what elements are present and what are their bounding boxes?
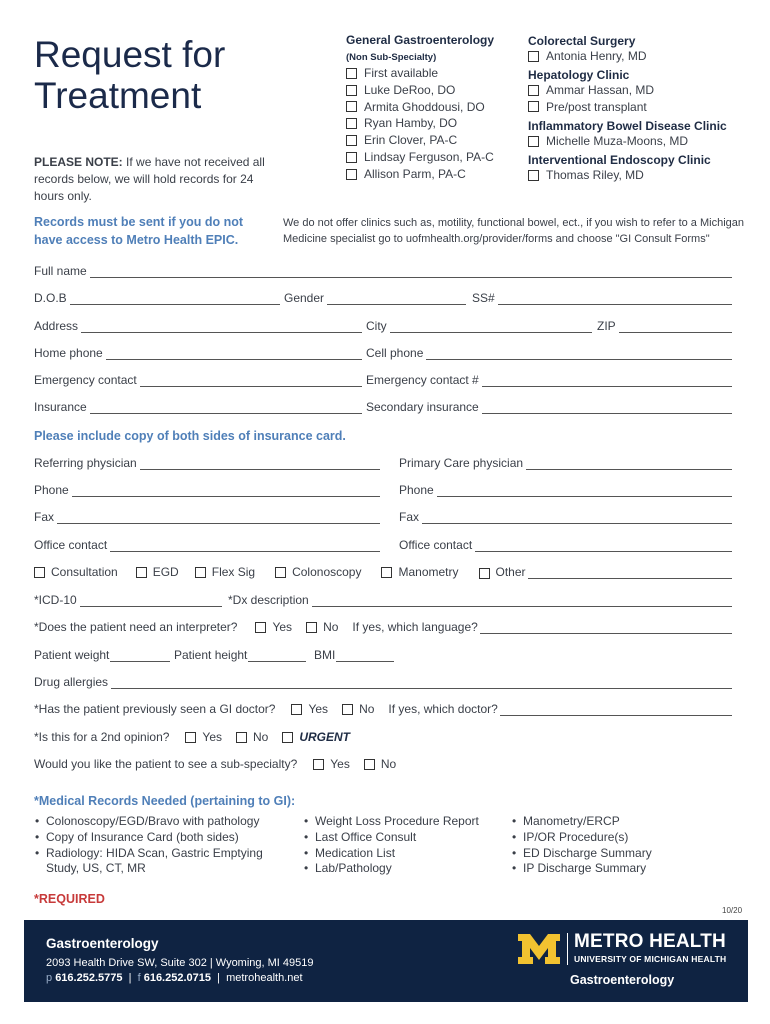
checkbox-thomas-riley[interactable]: Thomas Riley, MD <box>528 167 727 184</box>
dx-description-field[interactable]: *Dx description <box>228 593 732 607</box>
list-item: • IP Discharge Summary <box>511 861 731 877</box>
checkbox[interactable] <box>528 51 539 62</box>
list-item: • Last Office Consult <box>303 830 503 846</box>
general-gi-section <box>346 33 494 183</box>
checkbox-ryan-hamby[interactable]: Ryan Hamby, DO <box>346 115 494 132</box>
records-epic-line-1: Records must be sent if you do not <box>34 215 244 229</box>
medical-records-title: *Medical Records Needed (pertaining to GI): <box>34 794 296 808</box>
checkbox-luke-deroo[interactable]: Luke DeRoo, DO <box>346 82 494 99</box>
insurance-card-note: Please include copy of both sides of insurance card. <box>34 429 346 443</box>
patient-height-field[interactable]: Patient height <box>174 648 306 662</box>
previous-gi-doctor-field[interactable]: If yes, which doctor? <box>388 702 732 716</box>
checkbox[interactable] <box>346 85 357 96</box>
clinic-note-line-1: We do not offer clinics such as, motility, functional bowel, ect., if you wish to refer to a Michigan <box>283 217 744 229</box>
specialty-section <box>528 34 727 184</box>
icd10-field[interactable]: *ICD-10 <box>34 593 222 607</box>
urgent-checkbox[interactable]: URGENT <box>282 730 350 744</box>
list-item: • Lab/Pathology <box>303 861 503 877</box>
footer-address: 2093 Health Drive SW, Suite 302 | Wyoming, MI 49519 <box>46 957 314 969</box>
primary-care-office-contact-field[interactable]: Office contact <box>399 538 732 552</box>
list-item: • Manometry/ERCP <box>511 814 731 830</box>
footer-phone: 616.252.5775 <box>55 972 123 984</box>
checkbox-lindsay-ferguson[interactable]: Lindsay Ferguson, PA-C <box>346 149 494 166</box>
second-opinion-no[interactable]: No <box>236 730 268 744</box>
checkbox[interactable] <box>346 135 357 146</box>
checkbox[interactable] <box>528 136 539 147</box>
footer-department: Gastroenterology <box>46 936 159 951</box>
footer-fax: 616.252.0715 <box>143 972 211 984</box>
records-list-2 <box>303 814 503 877</box>
checkbox[interactable] <box>346 101 357 112</box>
cell-phone-field[interactable]: Cell phone <box>366 346 732 360</box>
sub-specialty-no[interactable]: No <box>364 757 396 771</box>
endoscopy-title: Interventional Endoscopy Clinic <box>528 153 711 168</box>
insurance-field[interactable]: Insurance <box>34 400 362 414</box>
list-item: • IP/OR Procedure(s) <box>511 830 731 846</box>
gender-field[interactable]: Gender <box>284 291 466 305</box>
previous-gi-no[interactable]: No <box>342 702 374 716</box>
title-line-2: Treatment <box>34 75 202 116</box>
primary-care-physician-field[interactable]: Primary Care physician <box>399 456 732 470</box>
full-name-field[interactable]: Full name <box>34 264 732 278</box>
footer <box>24 920 748 1002</box>
checkbox[interactable] <box>275 567 286 578</box>
ssn-field[interactable]: SS# <box>472 291 732 305</box>
interpreter-yes[interactable]: Yes <box>255 620 292 634</box>
general-gi-subtitle: (Non Sub-Specialty) <box>346 52 437 63</box>
checkbox[interactable] <box>195 567 206 578</box>
ibd-title: Inflammatory Bowel Disease Clinic <box>528 119 727 134</box>
logo-department: Gastroenterology <box>570 973 675 987</box>
checkbox[interactable] <box>236 732 247 743</box>
referring-phone-field[interactable]: Phone <box>34 483 380 497</box>
checkbox[interactable] <box>346 169 357 180</box>
list-item: • Colonoscopy/EGD/Bravo with pathology <box>34 814 294 830</box>
checkbox[interactable] <box>282 732 293 743</box>
title-line-1: Request for <box>34 34 226 75</box>
footer-website: metrohealth.net <box>226 972 303 984</box>
block-m-logo-icon <box>518 934 560 964</box>
dob-field[interactable]: D.O.B <box>34 291 280 305</box>
checkbox[interactable] <box>346 152 357 163</box>
checkbox[interactable] <box>479 568 490 579</box>
logo-subtitle: UNIVERSITY OF MICHIGAN HEALTH <box>574 954 727 964</box>
checkbox-ammar-hassan[interactable]: Ammar Hassan, MD <box>528 82 727 99</box>
checkbox-pre-post-transplant[interactable]: Pre/post transplant <box>528 99 727 116</box>
checkbox[interactable] <box>364 759 375 770</box>
clinic-note-line-2: Medicine specialist go to uofmhealth.org/provider/forms and choose "GI Consult Forms" <box>283 233 710 245</box>
primary-care-fax-field[interactable]: Fax <box>399 510 732 524</box>
city-field[interactable]: City <box>366 319 592 333</box>
bmi-field[interactable]: BMI <box>314 648 394 662</box>
service-colonoscopy[interactable]: Colonoscopy <box>275 565 361 579</box>
checkbox[interactable] <box>528 170 539 181</box>
list-item: • Weight Loss Procedure Report <box>303 814 503 830</box>
checkbox[interactable] <box>291 704 302 715</box>
service-egd[interactable]: EGD <box>136 565 179 579</box>
checkbox[interactable] <box>255 622 266 633</box>
emergency-contact-number-field[interactable]: Emergency contact # <box>366 373 732 387</box>
general-gi-title: General Gastroenterology <box>346 33 495 47</box>
interpreter-question: *Does the patient need an interpreter? <box>34 620 238 634</box>
previous-gi-yes[interactable]: Yes <box>291 702 328 716</box>
records-list-3 <box>511 814 731 877</box>
service-other[interactable]: Other <box>479 565 733 579</box>
checkbox[interactable] <box>34 567 45 578</box>
checkbox[interactable] <box>313 759 324 770</box>
zip-field[interactable]: ZIP <box>597 319 732 333</box>
checkbox-erin-clover[interactable]: Erin Clover, PA-C <box>346 132 494 149</box>
checkbox[interactable] <box>381 567 392 578</box>
page-title <box>34 34 294 116</box>
checkbox[interactable] <box>342 704 353 715</box>
checkbox-first-available[interactable]: First available <box>346 65 494 82</box>
checkbox[interactable] <box>528 85 539 96</box>
service-consultation[interactable]: Consultation <box>34 565 118 579</box>
checkbox[interactable] <box>136 567 147 578</box>
clinic-referral-note <box>283 215 753 247</box>
second-opinion-question: *Is this for a 2nd opinion? <box>34 730 170 744</box>
second-opinion-row <box>34 730 350 744</box>
checkbox-allison-parm[interactable]: Allison Parm, PA-C <box>346 166 494 183</box>
list-item: • Radiology: HIDA Scan, Gastric Emptying Study, US, CT, MR <box>34 846 294 878</box>
service-flex-sig[interactable]: Flex Sig <box>195 565 255 579</box>
form-code: 10/20 <box>722 906 743 915</box>
primary-care-phone-field[interactable]: Phone <box>399 483 732 497</box>
second-opinion-yes[interactable]: Yes <box>185 730 222 744</box>
emergency-contact-field[interactable]: Emergency contact <box>34 373 362 387</box>
checkbox-antonia-henry[interactable]: Antonia Henry, MD <box>528 48 727 65</box>
previous-gi-row <box>34 702 732 716</box>
list-item: • ED Discharge Summary <box>511 846 731 862</box>
interpreter-row <box>34 620 732 634</box>
list-item: • Copy of Insurance Card (both sides) <box>34 830 294 846</box>
sub-specialty-yes[interactable]: Yes <box>313 757 350 771</box>
checkbox[interactable] <box>528 101 539 112</box>
services-row <box>34 565 732 579</box>
home-phone-field[interactable]: Home phone <box>34 346 362 360</box>
patient-weight-field[interactable]: Patient weight <box>34 648 170 662</box>
checkbox[interactable] <box>346 118 357 129</box>
checkbox-michelle-muza-moons[interactable]: Michelle Muza-Moons, MD <box>528 133 727 150</box>
referring-physician-field[interactable]: Referring physician <box>34 456 380 470</box>
previous-gi-question: *Has the patient previously seen a GI doctor? <box>34 702 276 716</box>
checkbox[interactable] <box>185 732 196 743</box>
checkbox[interactable] <box>306 622 317 633</box>
referring-fax-field[interactable]: Fax <box>34 510 380 524</box>
checkbox-armita-ghoddousi[interactable]: Armita Ghoddousi, DO <box>346 99 494 116</box>
hepatology-title: Hepatology Clinic <box>528 67 630 82</box>
note-label: PLEASE NOTE: <box>34 155 123 169</box>
interpreter-language-field[interactable]: If yes, which language? <box>352 620 732 634</box>
service-manometry[interactable]: Manometry <box>381 565 458 579</box>
list-item: • Medication List <box>303 846 503 862</box>
logo-divider <box>567 933 568 965</box>
please-note <box>34 154 274 205</box>
sub-specialty-row <box>34 757 396 771</box>
required-label: *REQUIRED <box>34 892 105 906</box>
drug-allergies-field[interactable]: Drug allergies <box>34 675 732 689</box>
footer-contact: p 616.252.5775 | f 616.252.0715 | metrohealth.net <box>46 972 303 984</box>
checkbox[interactable] <box>346 68 357 79</box>
sub-specialty-question: Would you like the patient to see a sub-specialty? <box>34 757 298 771</box>
colorectal-title: Colorectal Surgery <box>528 34 636 48</box>
address-field[interactable]: Address <box>34 319 362 333</box>
records-epic-line-2: have access to Metro Health EPIC. <box>34 233 239 247</box>
secondary-insurance-field[interactable]: Secondary insurance <box>366 400 732 414</box>
referring-office-contact-field[interactable]: Office contact <box>34 538 380 552</box>
logo-title: METRO HEALTH <box>574 931 726 952</box>
interpreter-no[interactable]: No <box>306 620 338 634</box>
records-list-1 <box>34 814 294 877</box>
note-text: If we have not received all records below, we will hold records for 24 hours only. <box>34 155 265 203</box>
records-epic-note <box>34 213 274 249</box>
